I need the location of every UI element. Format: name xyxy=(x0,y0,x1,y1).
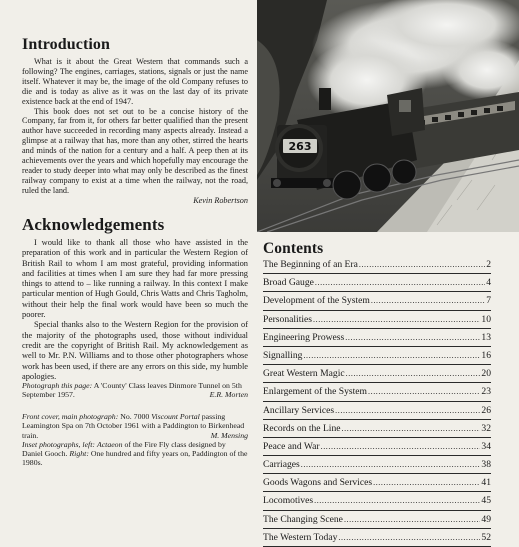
introduction-heading: Introduction xyxy=(22,36,111,53)
toc-entry xyxy=(263,383,491,401)
toc-entry-title: Records on the Line xyxy=(263,422,341,434)
toc-entry-title: Goods Wagons and Services xyxy=(263,477,373,489)
toc-entry-title: Ancillary Services xyxy=(263,404,335,416)
toc-leader-dots xyxy=(321,438,481,455)
steam-locomotive-photo xyxy=(257,0,519,232)
toc-entry xyxy=(263,456,491,474)
toc-entry-page: 49 xyxy=(481,513,491,525)
front-cover-caption xyxy=(22,412,248,440)
toc-leader-dots xyxy=(314,492,480,509)
toc-leader-dots xyxy=(338,529,480,546)
front-cover-credit: M. Mensing xyxy=(210,430,248,440)
toc-entry xyxy=(263,274,491,292)
introduction-text xyxy=(22,57,248,206)
toc-leader-dots xyxy=(342,420,481,437)
toc-entry-page: 32 xyxy=(481,422,491,434)
toc-leader-dots xyxy=(303,347,480,364)
toc-entry xyxy=(263,474,491,492)
toc-entry xyxy=(263,347,491,365)
contents-heading: Contents xyxy=(263,240,324,257)
toc-entry xyxy=(263,420,491,438)
acknowledgements-paragraph-2: Special thanks also to the Western Region for the provision of the majority of the photographs used, those without individual credit are the copyright of British Rail. My acknowledgement as well to Mr. P.N. Williams and to those other photographers whose work has been used, if there are any errors on this side, my humble apologies. xyxy=(22,320,248,381)
inset-label: Inset photographs, left: xyxy=(22,439,95,449)
toc-entry-page: 20 xyxy=(481,368,491,380)
inset-text-a: of the Fire Fly class designed by Daniel Gooch. xyxy=(22,439,226,459)
toc-entry-page: 41 xyxy=(481,477,491,489)
toc-entry-title: Carriages xyxy=(263,459,300,471)
toc-entry-title: Locomotives xyxy=(263,495,314,507)
cover-captions xyxy=(22,412,248,468)
toc-leader-dots xyxy=(368,383,480,400)
toc-entry xyxy=(263,311,491,329)
toc-leader-dots xyxy=(313,311,480,328)
acknowledgements-text xyxy=(22,238,248,382)
introduction-signature: Kevin Robertson xyxy=(193,195,248,205)
toc-leader-dots xyxy=(345,329,480,346)
inset-caption xyxy=(22,440,248,468)
toc-entry xyxy=(263,292,491,310)
locomotive-number: 263 xyxy=(288,140,312,153)
front-cover-label: Front cover, main photograph: xyxy=(22,412,119,421)
toc-entry xyxy=(263,402,491,420)
toc-entry-title: Enlargement of the System xyxy=(263,386,367,398)
front-cover-text-b: passing Leamington Spa on 7th October 1961 with a Paddington to Birkenhead train. xyxy=(22,412,245,440)
introduction-paragraph-2: This book does not set out to be a concise history of the Company, far from it, for others far better qualified than the present author have succeeded in recording many aspects already. Instead a glimpse at a railway that has, more than any other, stirred the hearts and minds of the nation for a century and a half. A peep then at its achievements over the years and which hopefully may encourage the reader to study deeper into what may only be described as the finest railway company to exist at a time when the railway, not the road, ruled the land. xyxy=(22,106,248,195)
front-cover-loco: Viscount Portal xyxy=(151,412,200,421)
toc-entry xyxy=(263,511,491,529)
toc-entry-page: 26 xyxy=(481,404,491,416)
front-cover-text-a: No. 7000 xyxy=(120,412,150,421)
toc-leader-dots xyxy=(344,511,480,528)
caption-credit: E.R. Morten xyxy=(209,390,248,400)
toc-entry-page: 45 xyxy=(481,495,491,507)
toc-entry-title: Peace and War xyxy=(263,440,320,452)
toc-leader-dots xyxy=(359,256,485,273)
toc-entry-title: Broad Gauge xyxy=(263,277,314,289)
toc-entry-page: 38 xyxy=(481,459,491,471)
toc-entry-title: The Beginning of an Era xyxy=(263,259,358,270)
caption-text: A 'County' Class leaves Dinmore Tunnel on 5th September 1957. xyxy=(22,381,242,400)
inset-right-label: Right: xyxy=(69,449,89,459)
toc-entry-title: Development of the System xyxy=(263,295,370,307)
toc-entry xyxy=(263,329,491,347)
toc-leader-dots xyxy=(373,474,480,491)
toc-entry-title: Personalities xyxy=(263,313,313,325)
toc-leader-dots xyxy=(315,274,485,291)
caption-label: Photograph this page: xyxy=(22,381,93,390)
toc-entry-page: 16 xyxy=(481,349,491,361)
toc-entry-page: 13 xyxy=(481,331,491,343)
toc-entry-page: 4 xyxy=(486,277,491,289)
toc-leader-dots xyxy=(371,292,485,309)
toc-entry-page: 10 xyxy=(481,313,491,325)
toc-entry xyxy=(263,438,491,456)
introduction-paragraph-1: What is it about the Great Western that commands such a following? The engines, carriages, stations, signals or just the name itself. Whatever it may be, the image of the old Company refuses to die and is today as alive as it was on the last day of its private existence back at the end of 1947. xyxy=(22,57,248,106)
toc-entry-title: Engineering Prowess xyxy=(263,331,345,343)
toc-entry-title: Signalling xyxy=(263,349,303,361)
toc-entry-page: 23 xyxy=(481,386,491,398)
toc-entry-page: 2 xyxy=(486,259,491,270)
toc-entry xyxy=(263,492,491,510)
toc-entry-page: 34 xyxy=(481,440,491,452)
toc-leader-dots xyxy=(335,402,480,419)
locomotive-illustration xyxy=(257,0,519,232)
toc-entry-title: The Changing Scene xyxy=(263,513,343,525)
toc-entry xyxy=(263,365,491,383)
toc-entry-title: The Western Today xyxy=(263,531,338,543)
toc-entry-page: 7 xyxy=(486,295,491,307)
toc-entry-title: Great Western Magic xyxy=(263,368,345,380)
table-of-contents xyxy=(263,256,491,547)
toc-entry xyxy=(263,529,491,547)
acknowledgements-heading: Acknowledgements xyxy=(22,215,165,234)
toc-leader-dots xyxy=(346,365,481,382)
photo-caption-this-page xyxy=(22,381,248,400)
toc-entry xyxy=(263,256,491,274)
toc-leader-dots xyxy=(301,456,481,473)
toc-entry-page: 52 xyxy=(481,531,491,543)
inset-loco: Actaeon xyxy=(96,439,123,449)
inset-text-b: One hundred and fifty years on, Paddington of the 1980s. xyxy=(22,449,248,468)
acknowledgements-paragraph-1: I would like to thank all those who have assisted in the preparation of this work and in particular the Western Region of British Rail to whom I am most grateful, providing information and facilities at times when I am sure they had far more pressing things to attend to – like running a railway. In this context I make particular mention of Hugh Gould, Chris Watts and Chris Tagholm, without their help the final work would have been so much the poorer. xyxy=(22,238,248,320)
